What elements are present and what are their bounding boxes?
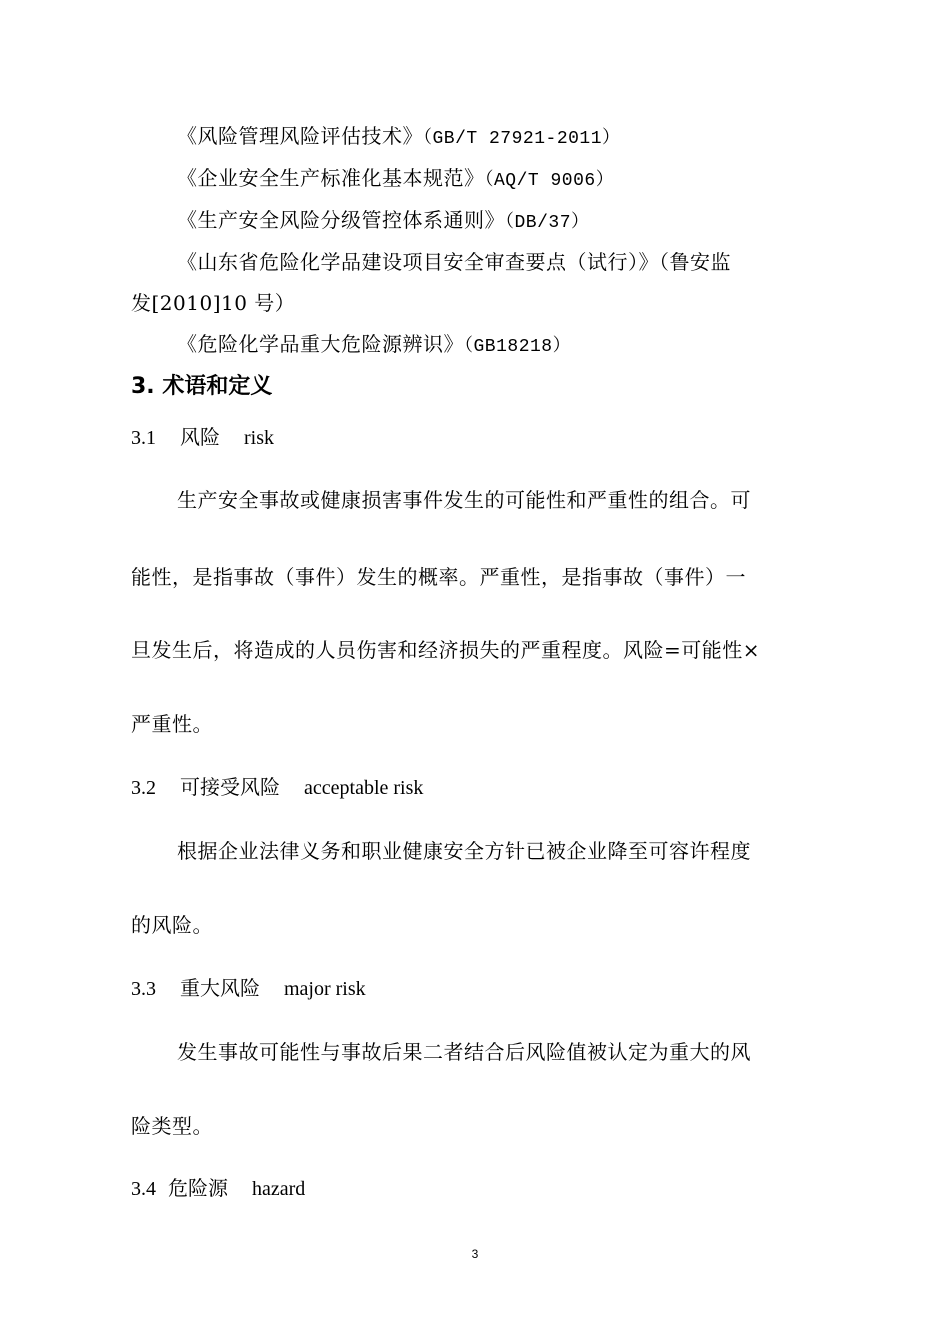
term-english: hazard <box>252 1178 306 1200</box>
term-heading <box>131 974 366 1003</box>
reference-item-continuation: 发[2010]10 号） <box>131 291 296 315</box>
reference-item: 《危险化学品重大危险源辨识》（GB18218） <box>177 332 572 357</box>
term-body-line: 生产安全事故或健康损害事件发生的可能性和严重性的组合。可 <box>177 488 751 512</box>
term-body-line: 旦发生后，将造成的人员伤害和经济损失的严重程度。风险=可能性× <box>131 638 761 662</box>
term-chinese: 危险源 <box>168 1176 228 1200</box>
page-number: 3 <box>471 1247 479 1261</box>
term-chinese: 风险 <box>180 425 220 449</box>
term-number: 3.3 <box>131 978 156 1000</box>
term-body-line: 险类型。 <box>131 1114 213 1138</box>
reference-item: 《风险管理风险评估技术》（GB/T 27921-2011） <box>177 124 621 149</box>
term-body-line: 发生事故可能性与事故后果二者结合后风险值被认定为重大的风 <box>177 1040 751 1064</box>
term-heading <box>131 423 274 452</box>
term-heading <box>131 773 423 802</box>
term-number: 3.2 <box>131 777 156 799</box>
term-number: 3.4 <box>131 1178 156 1200</box>
term-body-line: 严重性。 <box>131 712 213 736</box>
term-body-line: 根据企业法律义务和职业健康安全方针已被企业降至可容许程度 <box>177 839 751 863</box>
reference-item: 《生产安全风险分级管控体系通则》（DB/37） <box>177 208 590 233</box>
term-chinese: 重大风险 <box>180 976 260 1000</box>
term-english: risk <box>244 427 274 449</box>
reference-item: 《山东省危险化学品建设项目安全审查要点（试行）》（鲁安监 <box>177 250 731 274</box>
reference-item: 《企业安全生产标准化基本规范》（AQ/T 9006） <box>177 166 615 191</box>
term-number: 3.1 <box>131 427 156 449</box>
term-heading <box>131 1174 305 1203</box>
section-heading: 3. 术语和定义 <box>131 374 273 399</box>
term-english: major risk <box>284 978 366 1000</box>
term-english: acceptable risk <box>304 777 424 799</box>
term-chinese: 可接受风险 <box>180 775 280 799</box>
term-body-line: 的风险。 <box>131 913 213 937</box>
term-body-line: 能性，是指事故（事件）发生的概率。严重性，是指事故（事件）一 <box>131 565 746 589</box>
